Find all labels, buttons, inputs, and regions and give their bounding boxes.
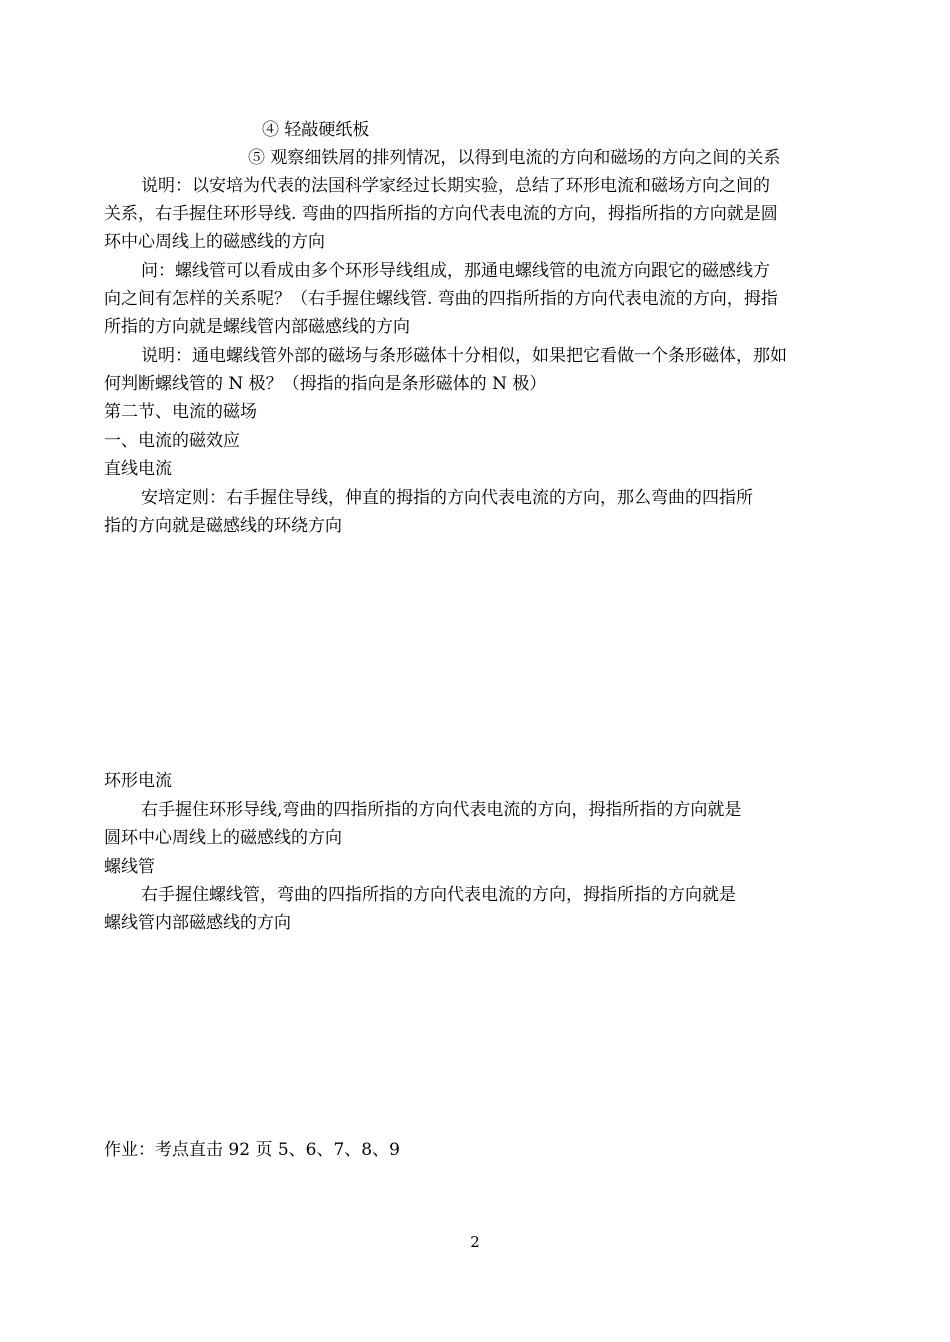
- explanation-2-line-2: 何判断螺线管的 N 极？（拇指的指向是条形磁体的 N 极）: [104, 374, 547, 394]
- straight-current-line-2: 指的方向就是磁感线的环绕方向: [104, 516, 342, 536]
- question-1-line-1: 问：螺线管可以看成由多个环形导线组成，那通电螺线管的电流方向跟它的磁感线方: [141, 261, 770, 281]
- section-title: 第二节、电流的磁场: [104, 402, 257, 422]
- straight-current-line-1: 安培定则：右手握住导线，伸直的拇指的方向代表电流的方向，那么弯曲的四指所: [141, 488, 753, 508]
- page-number: 2: [470, 1233, 480, 1251]
- solenoid-heading: 螺线管: [104, 857, 155, 877]
- ring-current-heading: 环形电流: [104, 771, 172, 791]
- question-1-line-3: 所指的方向就是螺线管内部磁感线的方向: [104, 317, 410, 337]
- question-1-line-2: 向之间有怎样的关系呢？（右手握住螺线管. 弯曲的四指所指的方向代表电流的方向，拇指: [104, 289, 778, 309]
- straight-current-heading: 直线电流: [104, 459, 172, 479]
- solenoid-line-1: 右手握住螺线管，弯曲的四指所指的方向代表电流的方向，拇指所指的方向就是: [141, 885, 736, 905]
- explanation-2-line-1: 说明：通电螺线管外部的磁场与条形磁体十分相似，如果把它看做一个条形磁体，那如: [141, 346, 787, 366]
- step-4-text: ④ 轻敲硬纸板: [262, 120, 370, 140]
- ring-current-line-2: 圆环中心周线上的磁感线的方向: [104, 828, 342, 848]
- subsection-title: 一、电流的磁效应: [104, 431, 240, 451]
- explanation-1-line-3: 环中心周线上的磁感线的方向: [104, 232, 325, 252]
- homework-text: 作业：考点直击 92 页 5、6、7、8、9: [104, 1140, 400, 1160]
- explanation-1-line-2: 关系，右手握住环形导线. 弯曲的四指所指的方向代表电流的方向，拇指所指的方向就是圆: [104, 204, 778, 224]
- solenoid-line-2: 螺线管内部磁感线的方向: [104, 913, 291, 933]
- ring-current-line-1: 右手握住环形导线,弯曲的四指所指的方向代表电流的方向，拇指所指的方向就是: [141, 800, 742, 820]
- step-5-text: ⑤ 观察细铁屑的排列情况，以得到电流的方向和磁场的方向之间的关系: [248, 148, 781, 168]
- explanation-1-line-1: 说明：以安培为代表的法国科学家经过长期实验，总结了环形电流和磁场方向之间的: [141, 176, 770, 196]
